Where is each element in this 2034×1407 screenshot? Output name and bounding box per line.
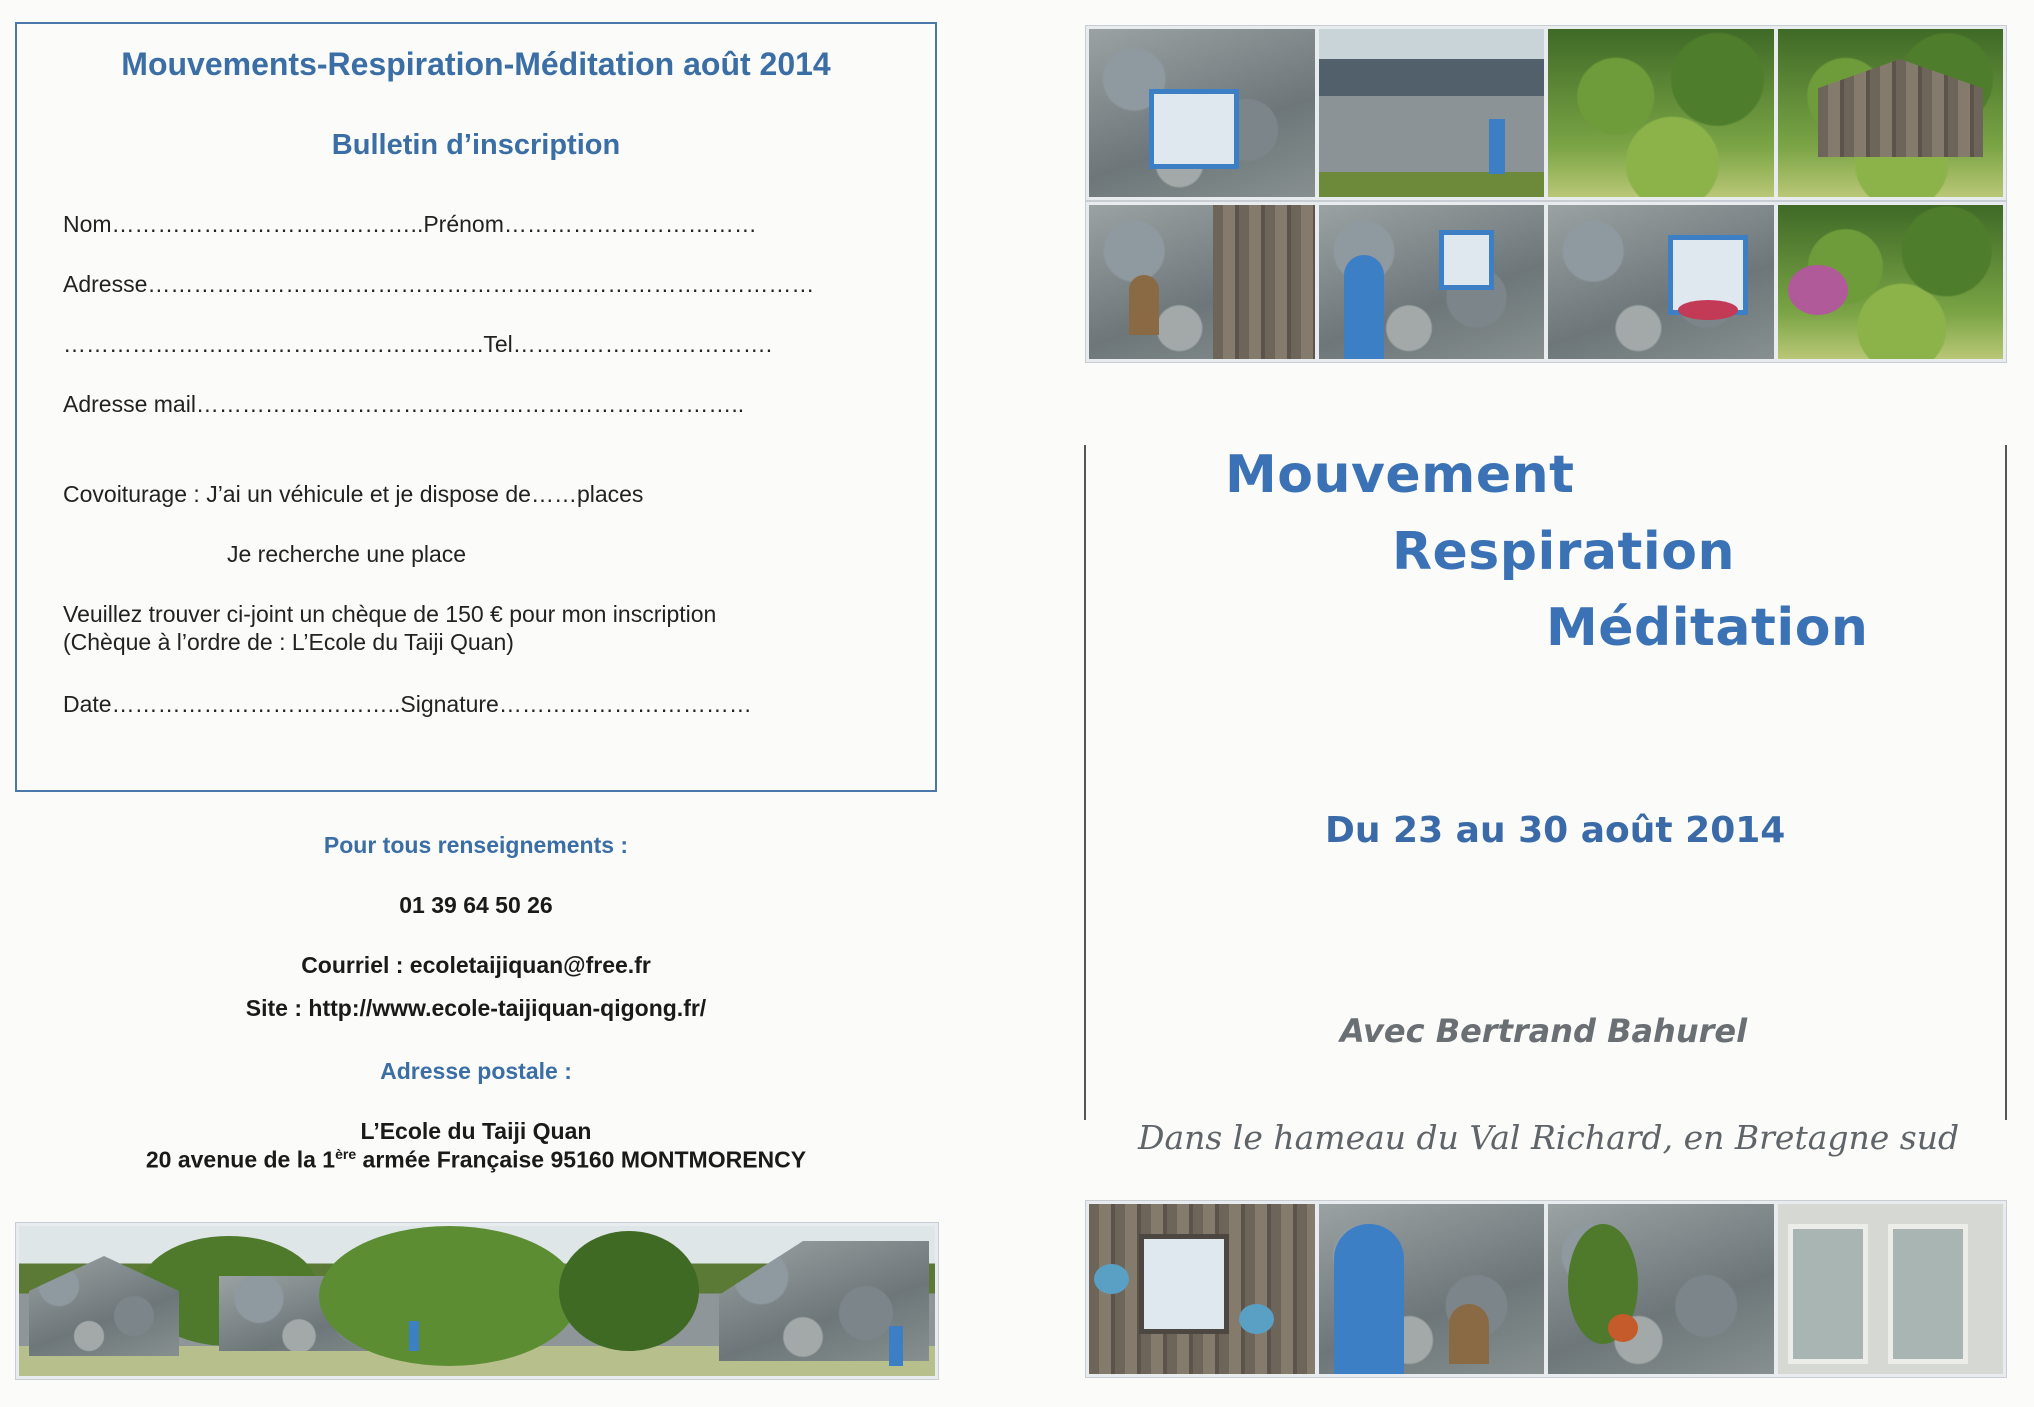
cover-title-meditation: Méditation: [1546, 598, 1869, 658]
postal-heading: Adresse postale :: [380, 1058, 572, 1084]
contact-phone: 01 39 64 50 26: [399, 892, 553, 918]
top-photo-row-1: [1085, 25, 2007, 201]
photo-garden: [1548, 29, 1774, 197]
photo-arched-blue-door: [1319, 1204, 1545, 1374]
bottom-photo-strip: [1085, 1200, 2007, 1378]
registration-form: [15, 22, 937, 792]
photo-stone-niche: [1548, 1204, 1774, 1374]
photo-blue-door: [1319, 205, 1545, 359]
cheque-order-line: (Chèque à l’ordre de : L’Ecole du Taiji Quan): [63, 629, 514, 655]
photo-stone-cottage: [1319, 29, 1545, 197]
address-prefix: 20 avenue de la 1: [145, 1146, 336, 1173]
photo-lace-windows: [1778, 1204, 2004, 1374]
cover-title-mouvement: Mouvement: [1225, 445, 1575, 505]
top-photo-row-2: [1085, 201, 2007, 363]
photo-forest-path: [1778, 205, 2004, 359]
cover-frame-left: [1084, 445, 1086, 1120]
cover-frame-right: [2005, 445, 2007, 1120]
address-suffix: armée Française 95160 MONTMORENCY: [356, 1146, 807, 1173]
address-sup: ère: [335, 1146, 357, 1162]
cheque-line: Veuillez trouver ci-joint un chèque de 150 € pour mon inscription: [63, 601, 717, 627]
form-title: Mouvements-Respiration-Méditation août 2014: [121, 46, 831, 82]
photo-window-flowers: [1548, 205, 1774, 359]
photo-watering-cans: [1089, 1204, 1315, 1374]
phone-field-line[interactable]: ……………………………………………….Tel…………………………….: [63, 331, 773, 357]
hamlet-panorama-photo: [15, 1222, 939, 1380]
photo-thatched-house: [1089, 205, 1315, 359]
photo-blue-window: [1089, 29, 1315, 197]
address-field-line[interactable]: Adresse……………………………………………………………………………: [63, 271, 815, 297]
postal-org: L’Ecole du Taiji Quan: [360, 1118, 592, 1144]
cover-teacher: Avec Bertrand Bahurel: [1340, 1012, 1748, 1050]
cover-title-respiration: Respiration: [1392, 522, 1735, 582]
panorama-image: [19, 1226, 935, 1376]
contact-heading: Pour tous renseignements :: [323, 832, 629, 858]
name-field-line[interactable]: Nom…………………………………..Prénom……………………………: [63, 211, 757, 237]
email-field-line[interactable]: Adresse mail……………………………….……………………………..: [63, 391, 745, 417]
contact-site[interactable]: Site : http://www.ecole-taijiquan-qigong.fr/: [245, 995, 707, 1021]
postal-address: [15, 1146, 937, 1174]
cover-location: Dans le hameau du Val Richard, en Bretagne sud: [1138, 1118, 1960, 1157]
contact-email[interactable]: Courriel : ecoletaijiquan@free.fr: [301, 952, 651, 978]
carpool-request-line: Je recherche une place: [227, 541, 467, 567]
date-signature-line[interactable]: Date………………………………..Signature……………………………: [63, 691, 752, 717]
carpool-offer-line: Covoiturage : J’ai un véhicule et je dispose de……places: [63, 481, 644, 507]
form-subtitle: Bulletin d’inscription: [331, 129, 621, 161]
cover-dates: Du 23 au 30 août 2014: [1325, 810, 1786, 851]
photo-wood-cabin: [1778, 29, 2004, 197]
